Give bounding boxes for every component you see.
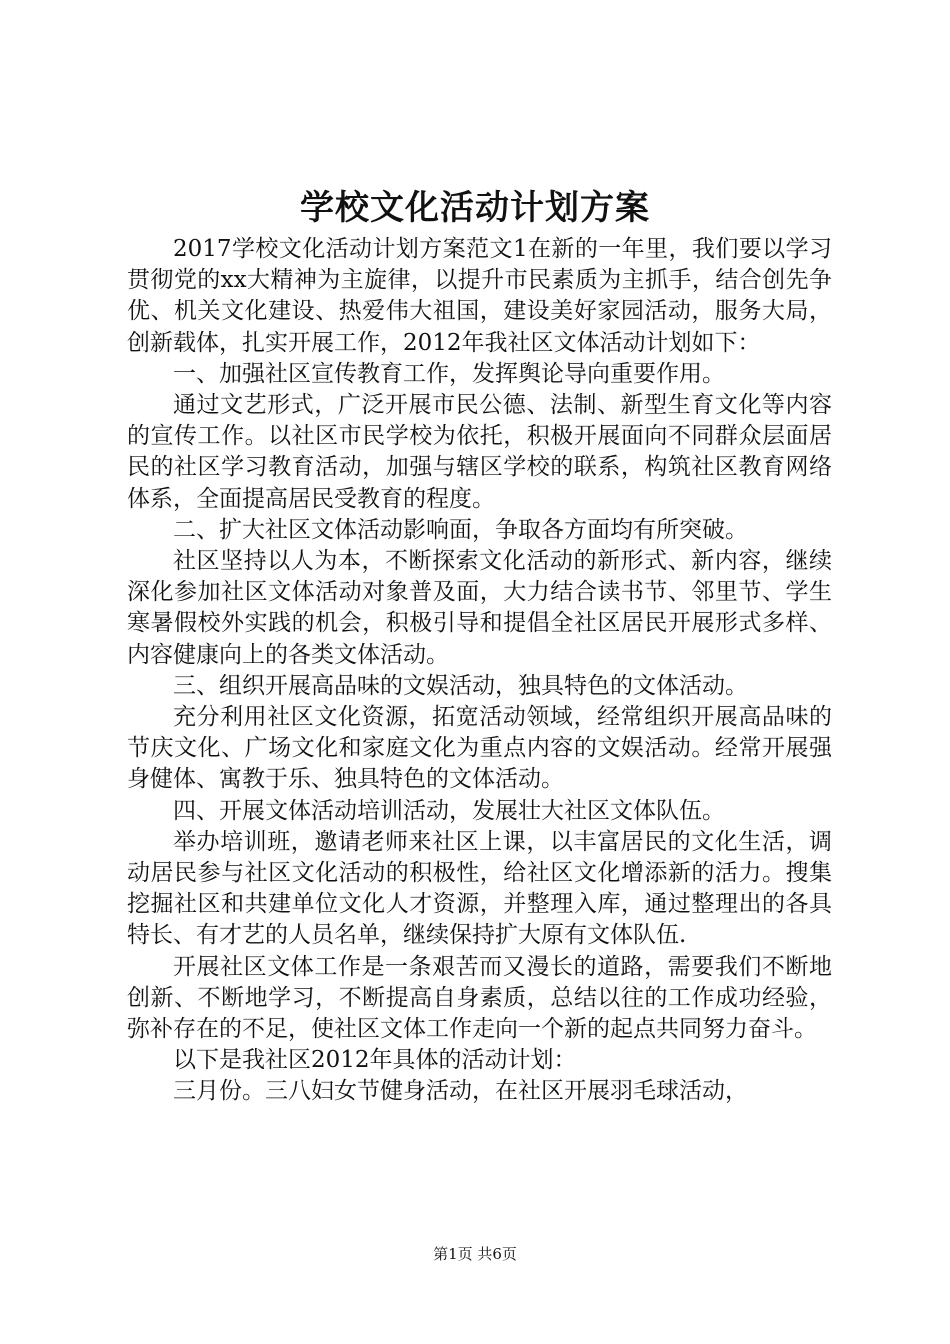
paragraph-section-4: 举办培训班，邀请老师来社区上课，以丰富居民的文化生活，调动居民参与社区文化活动的积极性，给社区文化增添新的活力。搜集挖掘社区和共建单位文化人才资源，并整理入库，通过整理出的各具特长、有才艺的人员名单，继续保持扩大原有文体队伍. (127, 828, 832, 949)
document-title: 学校文化活动计划方案 (300, 188, 650, 228)
section-heading-3: 三、组织开展高品味的文娱活动，独具特色的文体活动。 (173, 672, 748, 699)
paragraph-intro: 2017学校文化活动计划方案范文1在新的一年里，我们要以学习贯彻党的xx大精神为主旋律，以提升市民素质为主抓手，结合创先争优、机关文化建设、热爱伟大祖国，建设美好家园活动，服务大局，创新载体，扎实开展工作，2012年我社区文体活动计划如下： (127, 236, 832, 356)
paragraph-section-2: 社区坚持以人为本，不断探索文化活动的新形式、新内容，继续深化参加社区文体活动对象普及面，大力结合读书节、邻里节、学生寒暑假校外实践的机会，积极引导和提倡全社区居民开展形式多样、内容健康向上的各类文体活动。 (127, 548, 832, 668)
paragraph-march: 三月份。三八妇女节健身活动，在社区开展羽毛球活动， (173, 1078, 748, 1105)
section-heading-2: 二、扩大社区文体活动影响面，争取各方面均有所突破。 (173, 516, 748, 543)
paragraph-plan-intro: 以下是我社区2012年具体的活动计划： (173, 1047, 577, 1074)
section-heading-4: 四、开展文体活动培训活动，发展壮大社区文体队伍。 (173, 797, 725, 824)
paragraph-section-3: 充分利用社区文化资源，拓宽活动领域，经常组织开展高品味的节庆文化、广场文化和家庭文化为重点内容的文娱活动。经常开展强身健体、寓教于乐、独具特色的文体活动。 (127, 704, 832, 793)
paragraph-section-1: 通过文艺形式，广泛开展市民公德、法制、新型生育文化等内容的宣传工作。以社区市民学校为依托，积极开展面向不同群众层面居民的社区学习教育活动，加强与辖区学校的联系，构筑社区教育网络体系，全面提高居民受教育的程度。 (127, 392, 832, 512)
document-body (127, 234, 832, 1108)
page-footer: 第1页 共6页 (433, 1245, 517, 1263)
paragraph-conclusion: 开展社区文体工作是一条艰苦而又漫长的道路，需要我们不断地创新、不断地学习，不断提高自身素质，总结以往的工作成功经验，弥补存在的不足，使社区文体工作走向一个新的起点共同努力奋斗。 (127, 953, 832, 1043)
section-heading-1: 一、加强社区宣传教育工作，发挥舆论导向重要作用。 (173, 360, 725, 387)
